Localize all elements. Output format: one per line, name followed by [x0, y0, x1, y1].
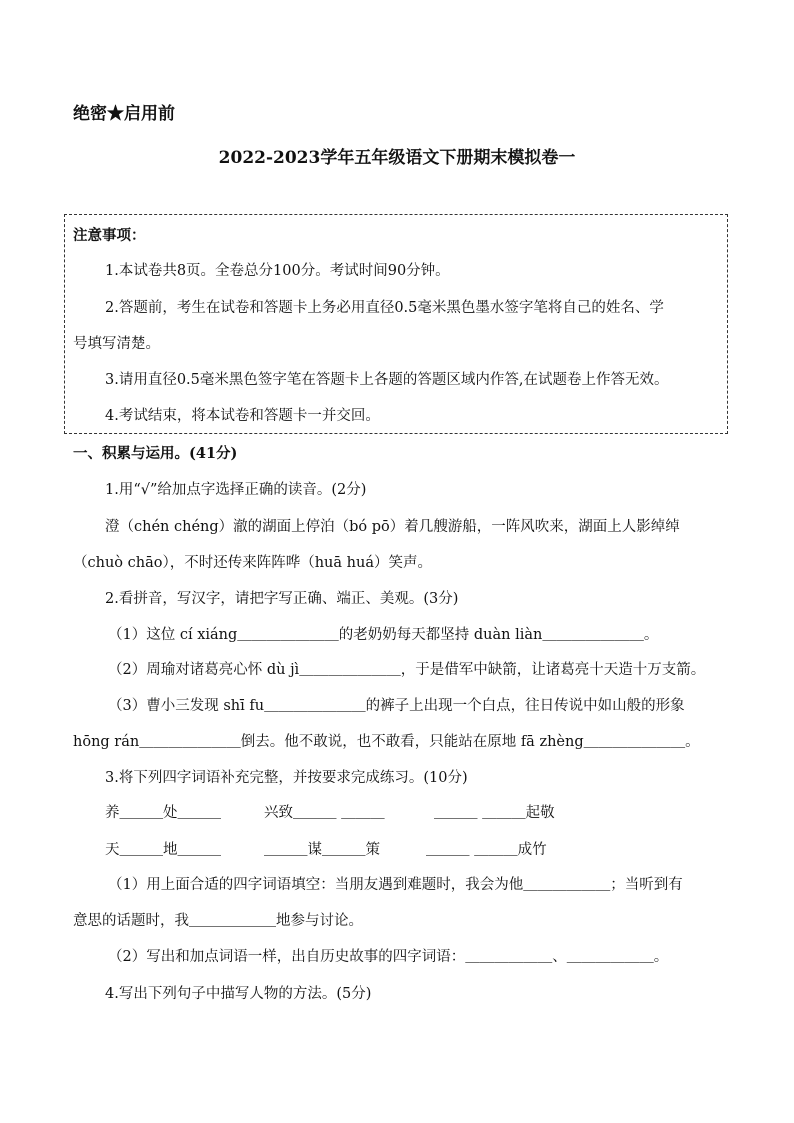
question-2-item-2: （2）周瑜对诸葛亮心怀 dù jì＿＿＿＿＿＿＿，于是借军中缺箭，让诸葛亮十天造十万支箭。: [108, 662, 706, 678]
question-2-item-3: （3）曹小三发现 shī fu＿＿＿＿＿＿＿的裤子上出现一个白点，往日传说中如山般的形象: [108, 698, 685, 714]
word-blank-1-1: 养＿＿＿处＿＿＿: [105, 805, 221, 821]
word-blank-2-2: ＿＿＿谋＿＿＿策: [264, 842, 380, 858]
word-blank-2-1: 天＿＿＿地＿＿＿: [105, 842, 221, 858]
question-2-item-3-cont: hōng rán＿＿＿＿＿＿＿倒去。他不敢说，也不敢看，只能站在原地 fā zhèng＿＿＿＿＿＿＿。: [73, 734, 700, 750]
notice-item-2: 2.答题前，考生在试卷和答题卡上务必用直径0.5毫米黑色墨水签字笔将自己的姓名、学: [105, 300, 664, 316]
question-3-sub-1-cont: 意思的话题时，我＿＿＿＿＿＿地参与讨论。: [73, 913, 363, 929]
question-3-sub-2: （2）写出和加点词语一样，出自历史故事的四字词语：＿＿＿＿＿＿、＿＿＿＿＿＿。: [108, 949, 669, 965]
notice-item-3: 3.请用直径0.5毫米黑色签字笔在答题卡上各题的答题区域内作答,在试题卷上作答无效。: [105, 372, 669, 388]
question-3-sub-1: （1）用上面合适的四字词语填空：当朋友遇到难题时，我会为他＿＿＿＿＿＿；当听到有: [108, 877, 683, 893]
section-1-heading: 一、积累与运用。(41分): [73, 445, 238, 462]
question-2-prompt: 2.看拼音，写汉字，请把字写正确、端正、美观。(3分): [105, 591, 459, 607]
question-3-prompt: 3.将下列四字词语补充完整，并按要求完成练习。(10分): [105, 770, 468, 786]
question-2-item-1: （1）这位 cí xiáng＿＿＿＿＿＿＿的老奶奶每天都坚持 duàn liàn＿＿＿＿＿＿＿。: [108, 627, 659, 643]
question-1-text-line-2: （chuò chāo），不时还传来阵阵哗（huā huá）笑声。: [73, 555, 432, 571]
notice-heading: 注意事项：: [73, 227, 146, 244]
exam-title: 2022-2023学年五年级语文下册期末模拟卷一: [218, 148, 576, 168]
confidential-label: 绝密★启用前: [73, 104, 175, 124]
word-blank-1-2: 兴致＿＿＿ ＿＿＿: [264, 805, 385, 821]
notice-box: [64, 214, 728, 434]
notice-item-4: 4.考试结束，将本试卷和答题卡一并交回。: [105, 408, 380, 424]
question-1-text-line-1: 澄（chén chéng）澈的湖面上停泊（bó pō）着几艘游船，一阵风吹来，湖面上人影绰绰: [105, 519, 680, 535]
word-blank-2-3: ＿＿＿ ＿＿＿成竹: [426, 842, 547, 858]
word-blank-1-3: ＿＿＿ ＿＿＿起敬: [434, 805, 555, 821]
question-1-prompt: 1.用“√”给加点字选择正确的读音。(2分): [105, 482, 367, 498]
notice-item-1: 1.本试卷共8页。全卷总分100分。考试时间90分钟。: [105, 263, 450, 279]
notice-item-2-cont: 号填写清楚。: [73, 336, 160, 352]
question-4-prompt: 4.写出下列句子中描写人物的方法。(5分): [105, 986, 372, 1002]
